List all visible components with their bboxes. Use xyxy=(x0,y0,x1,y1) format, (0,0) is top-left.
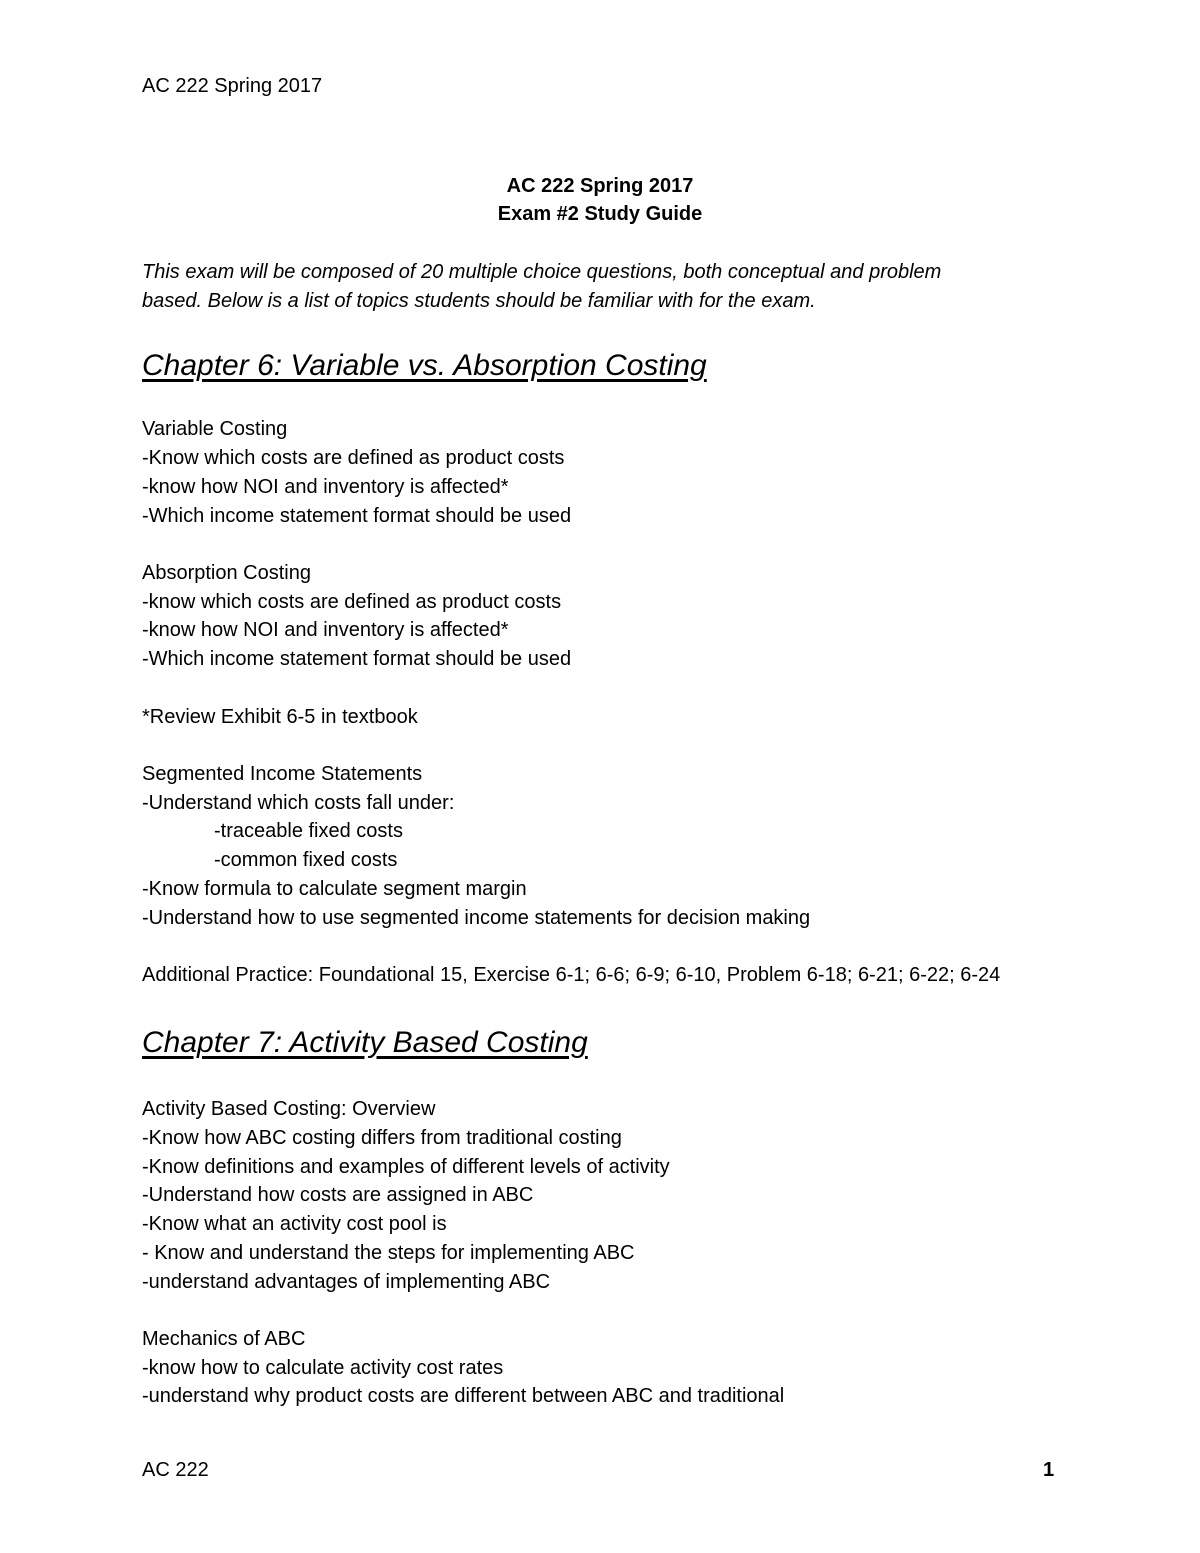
document-title-guide: Exam #2 Study Guide xyxy=(497,203,703,225)
list-item: -know how to calculate activity cost rates xyxy=(142,1357,504,1379)
section-title-mechanics-abc: Mechanics of ABC xyxy=(142,1328,306,1350)
list-item: -know how NOI and inventory is affected* xyxy=(142,476,509,498)
list-item: -Understand how costs are assigned in ABC xyxy=(142,1184,534,1206)
sub-list-item: -traceable fixed costs xyxy=(214,820,403,842)
section-title-abc-overview: Activity Based Costing: Overview xyxy=(142,1098,436,1120)
list-item: -Which income statement format should be used xyxy=(142,505,572,527)
additional-practice: Additional Practice: Foundational 15, Exercise 6-1; 6-6; 6-9; 6-10, Problem 6-18; 6-21; 6-22; 6-24 xyxy=(142,964,1001,986)
chapter-6-heading: Chapter 6: Variable vs. Absorption Costing xyxy=(142,349,707,382)
list-item: -know how NOI and inventory is affected* xyxy=(142,619,509,641)
intro-paragraph xyxy=(142,258,1042,316)
intro-line: This exam will be composed of 20 multiple choice questions, both conceptual and problem xyxy=(142,261,942,283)
section-title-segmented-income: Segmented Income Statements xyxy=(142,763,423,785)
list-item: -Understand which costs fall under: xyxy=(142,792,455,814)
list-item: -Which income statement format should be used xyxy=(142,648,572,670)
section-title-variable-costing: Variable Costing xyxy=(142,418,288,440)
list-item: - Know and understand the steps for implementing ABC xyxy=(142,1242,635,1264)
list-item: -know which costs are defined as product costs xyxy=(142,591,562,613)
intro-line: based. Below is a list of topics students should be familiar with for the exam. xyxy=(142,290,816,312)
list-item: -Know what an activity cost pool is xyxy=(142,1213,447,1235)
review-note: *Review Exhibit 6-5 in textbook xyxy=(142,706,418,728)
page-header: AC 222 Spring 2017 xyxy=(142,75,323,97)
list-item: -Know formula to calculate segment margin xyxy=(142,878,527,900)
sub-list-item: -common fixed costs xyxy=(214,849,398,871)
list-item: -understand advantages of implementing ABC xyxy=(142,1271,551,1293)
list-item: -Know how ABC costing differs from traditional costing xyxy=(142,1127,622,1149)
list-item: -understand why product costs are different between ABC and traditional xyxy=(142,1385,785,1407)
section-title-absorption-costing: Absorption Costing xyxy=(142,562,311,584)
list-item: -Know definitions and examples of different levels of activity xyxy=(142,1156,670,1178)
document-title-course: AC 222 Spring 2017 xyxy=(506,175,694,197)
page-footer-course: AC 222 xyxy=(142,1459,209,1481)
chapter-7-heading: Chapter 7: Activity Based Costing xyxy=(142,1026,588,1059)
list-item: -Know which costs are defined as product costs xyxy=(142,447,565,469)
list-item: -Understand how to use segmented income statements for decision making xyxy=(142,907,811,929)
page-number: 1 xyxy=(1043,1459,1055,1481)
